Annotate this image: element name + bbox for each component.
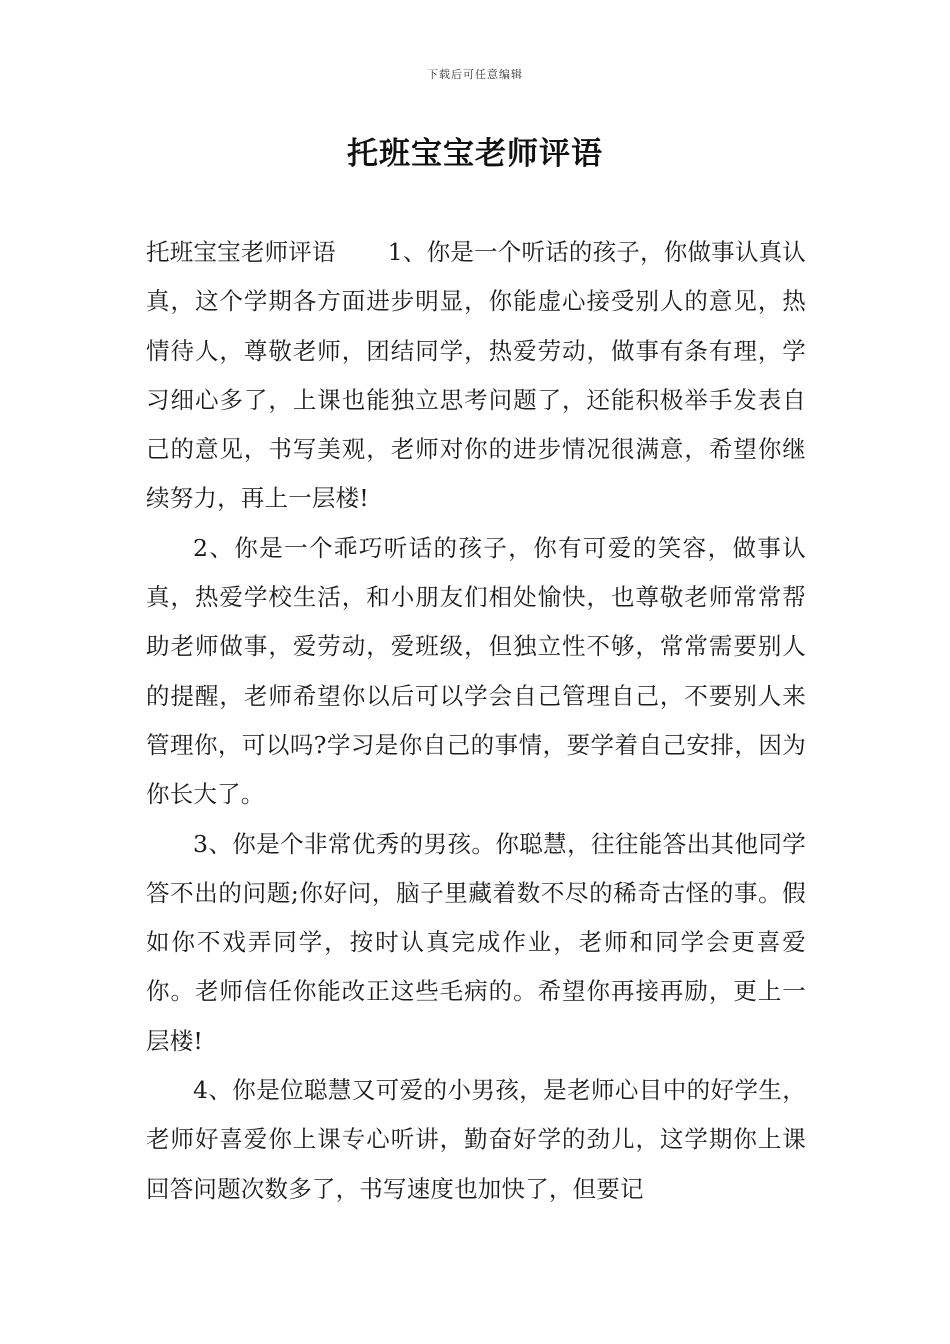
paragraph-2: 2、你是一个乖巧听话的孩子，你有可爱的笑容，做事认真，热爱学校生活，和小朋友们相处愉快，也尊敬老师常常帮助老师做事，爱劳动，爱班级，但独立性不够，常常需要别人的提醒，老师希望你以后可以学会自己管理自己，不要别人来管理你，可以吗?学习是你自己的事情，要学着自己安排，因为你长大了。 — [146, 533, 806, 809]
document-body — [146, 228, 806, 1214]
paragraph-lead-title: 托班宝宝老师评语 — [146, 238, 336, 266]
document-title: 托班宝宝老师评语 — [347, 136, 603, 172]
header-note: 下载后可任意编辑 — [427, 68, 523, 81]
paragraph-text: 1、你是一个听话的孩子，你做事认真认真，这个学期各方面进步明显，你能虚心接受别人的意见，热情待人，尊敬老师，团结同学，热爱劳动，做事有条有理，学习细心多了，上课也能独立思考问题了，还能积极举手发表自己的意见，书写美观，老师对你的进步情况很满意，希望你继续努力，再上一层楼! — [146, 238, 806, 513]
paragraph-1 — [146, 228, 806, 524]
paragraph-4: 4、你是位聪慧又可爱的小男孩，是老师心目中的好学生，老师好喜爱你上课专心听讲，勤奋好学的劲儿，这学期你上课回答问题次数多了，书写速度也加快了，但要记 — [146, 1076, 806, 1203]
paragraph-3: 3、你是个非常优秀的男孩。你聪慧，往往能答出其他同学答不出的问题;你好问，脑子里藏着数不尽的稀奇古怪的事。假如你不戏弄同学，按时认真完成作业，老师和同学会更喜爱你。老师信任你能改正这些毛病的。希望你再接再励，更上一层楼! — [146, 829, 806, 1055]
